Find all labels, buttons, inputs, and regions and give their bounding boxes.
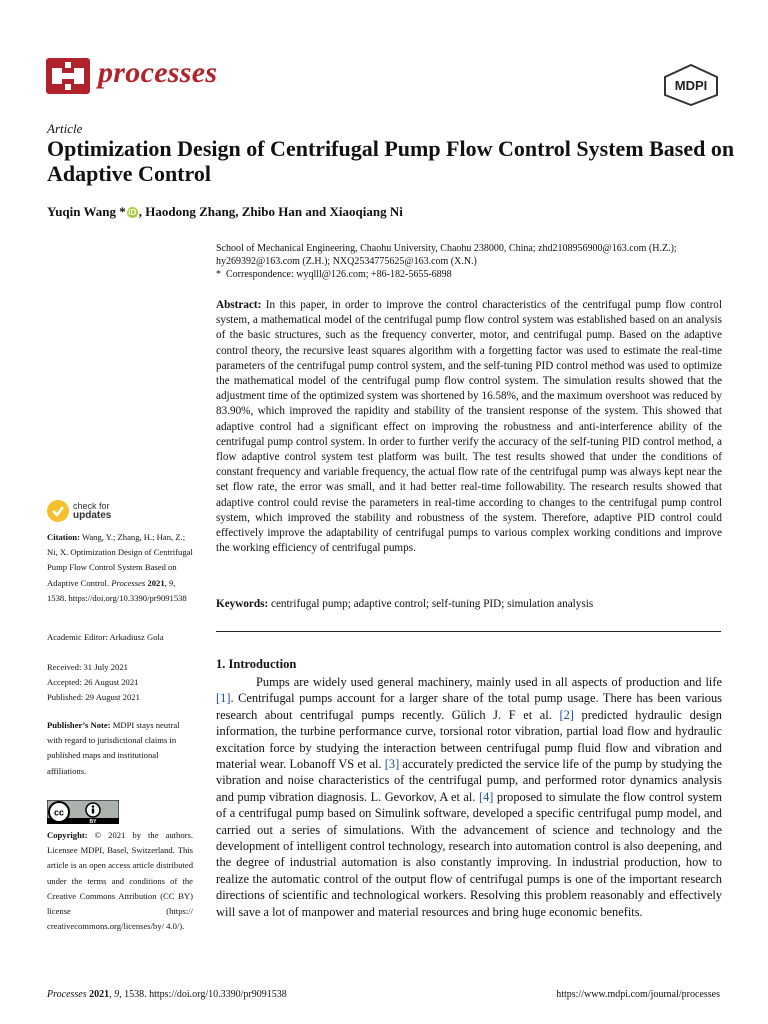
article-type: Article	[47, 121, 83, 136]
check-updates-text	[73, 502, 111, 520]
affiliations	[216, 242, 726, 281]
copyright-block	[47, 828, 193, 934]
paper-title: Optimization Design of Centrifugal Pump Flow Control System Based on Adaptive Control	[47, 136, 735, 186]
dates-block	[47, 660, 193, 706]
citation-link-4[interactable]: [4]	[478, 789, 494, 804]
mdpi-label: MDPI	[674, 78, 708, 93]
copyright-text: © 2021 by the authors. Licensee MDPI, Basel, Switzerland. This article is an open access article distributed under the terms and conditions of the Creative Commons Attribution (CC BY) license (https:// creativecommons.org/licenses/by/ 4.0/).	[47, 830, 193, 932]
publisher-note	[47, 718, 193, 779]
citation-journal: Processes	[111, 577, 146, 588]
introduction-paragraph	[216, 674, 722, 920]
cc-by-label: BY	[89, 819, 97, 824]
affiliation-line: School of Mechanical Engineering, Chaohu University, Chaohu 238000, China; zhd2108956900@163.com (H.Z.); hy269392@163.com (Z.H.); NXQ2534775625@163.com (X.N.)	[216, 243, 677, 267]
accepted-date: Accepted: 26 August 2021	[47, 677, 139, 688]
abstract-label: Abstract:	[216, 299, 262, 311]
footer-doi[interactable]: , 1538. https://doi.org/10.3390/pr9091538	[119, 989, 287, 1000]
intro-text: . Centrifugal pumps account for a larger share of the total pump usage. There has been various research about centrifugal pumps recently. Gülich J. F et al.	[216, 691, 722, 722]
check-updates-line1: check for	[73, 501, 110, 511]
footer-journal-url[interactable]: https://www.mdpi.com/journal/processes	[556, 989, 720, 1000]
received-date: Received: 31 July 2021	[47, 662, 128, 672]
citation-doi[interactable]: , 1538. https://doi.org/10.3390/pr9091538	[47, 577, 187, 603]
copyright-label: Copyright:	[47, 830, 88, 840]
check-updates-line2: updates	[73, 510, 112, 521]
section-divider	[216, 631, 721, 632]
citation-link-1[interactable]: [1]	[216, 691, 231, 706]
citation-text: Wang, Y.; Zhang, H.; Han, Z.; Ni, X. Optimization Design of Centrifugal Pump Flow Control System Based on Adaptive Control.	[47, 532, 193, 588]
correspondence-line: * Correspondence: wyqlll@126.com; +86-182-5655-6898	[216, 269, 452, 280]
citation-year: 2021	[145, 577, 165, 588]
first-author: Yuqin Wang *	[47, 204, 126, 219]
orcid-icon[interactable]: iD	[128, 207, 137, 217]
author-list	[47, 204, 403, 220]
keywords	[216, 598, 722, 610]
footer-citation	[47, 989, 287, 1000]
section-heading-introduction: 1. Introduction	[216, 657, 297, 671]
processes-logo-icon	[46, 58, 90, 94]
academic-editor: Academic Editor: Arkadiusz Gola	[47, 632, 164, 642]
intro-text: Pumps are widely used general machinery, mainly used in all aspects of production and life	[256, 675, 722, 689]
footer-year: 2021	[86, 989, 110, 1000]
other-authors: , Haodong Zhang, Zhibo Han and Xiaoqiang Ni	[138, 204, 403, 219]
publisher-note-text: MDPI stays neutral with regard to jurisdictional claims in published maps and institutional affiliations.	[47, 720, 180, 776]
intro-text: accurately predicted the service life of the pump by studying the vibration and noise characteristics of the centrifugal pump, and performed rotor dynamics analysis and pump vibration diagnosis. L. Gevorkov, A et al.	[216, 757, 723, 804]
mdpi-logo-icon	[662, 64, 720, 106]
check-for-updates-button[interactable]	[47, 500, 111, 522]
citation-link-2[interactable]: [2]	[559, 707, 574, 722]
check-updates-icon	[47, 500, 69, 522]
svg-text:cc: cc	[53, 807, 65, 818]
citation-label: Citation:	[47, 532, 80, 542]
published-date: Published: 29 August 2021	[47, 692, 140, 703]
keywords-text: centrifugal pump; adaptive control; self-tuning PID; simulation analysis	[268, 598, 594, 610]
citation-block	[47, 530, 193, 606]
citation-link-3[interactable]: [3]	[384, 757, 400, 772]
intro-text: predicted hydraulic design information, the turbine performance curve, torsional rotor vibration, partial load flow and hydraulic excitation force by studying the interaction between centrifugal pump fluid flow and vibration and material wear. Lobanoff VS et al.	[216, 707, 722, 772]
citation-volume: , 9	[164, 577, 174, 588]
abstract-text: In this paper, in order to improve the control characteristics of the centrifugal pump flow control system, a mathematical model of the centrifugal pump flow control system was established based on an analysis of the basic structures, such as the frequency converter, motor, and centrifugal pump. Based on the adaptive control theory, the recursive least squares algorithm with a forgetting factor was used to estimate the real-time parameters of the centrifugal pump control system, and the self-tuning PID control method was used to optimize the mathematical model of the centrifugal pump flow control system. The simulation results showed that the adjustment time of the optimized system was shortened by 16.58%, and the maximum overshoot was reduced by 83.90%, which improved the rapidity and stability of the transient response of the system. This showed that adaptive control had a significant effect on improving the robustness and anti-interference ability of the centrifugal pump control system. In order to further verify the accuracy of the self-tuning PID control method, a flow adaptive control system test platform was built. The test results showed that under the conditions of constant frequency and variable frequency, the actual flow rate of the centrifugal pump was always kept near the set flow rate, the error was small, and it had better real-time followability. The research results showed that adaptive control could revise the parameters in real-time according to changes to the centrifugal pump control system, which improved the stability and robustness of the system. Therefore, adaptive PID control could effectively improve the adaptability of centrifugal pumps to various complex working conditions and improve the working efficiency of centrifugal pumps.	[216, 299, 722, 555]
publisher-note-label: Publisher’s Note:	[47, 720, 111, 730]
journal-name: processes	[98, 56, 218, 89]
footer-journal: Processes	[47, 989, 87, 1000]
keywords-label: Keywords:	[216, 598, 269, 610]
footer-volume: , 9	[109, 989, 120, 1000]
cc-by-license-icon[interactable]	[47, 800, 119, 824]
intro-text: proposed to simulate the flow control system of a centrifugal pump based on Simulink software, developed a specific centrifugal pump model, and carried out a series of simulations. With the advancement of science and technology and the development of intelligent control technology, research into automation control is also deepening, and the degree of industrial automation is also constantly improving. In industrial production, how to realize the automatic control of the output flow of centrifugal pumps is one of the important research directions of scientific and technological workers. Resolving this problem reasonably and effectively will save a lot of manpower and material resources and bring huge economic benefits.	[216, 789, 722, 919]
abstract	[216, 298, 722, 556]
